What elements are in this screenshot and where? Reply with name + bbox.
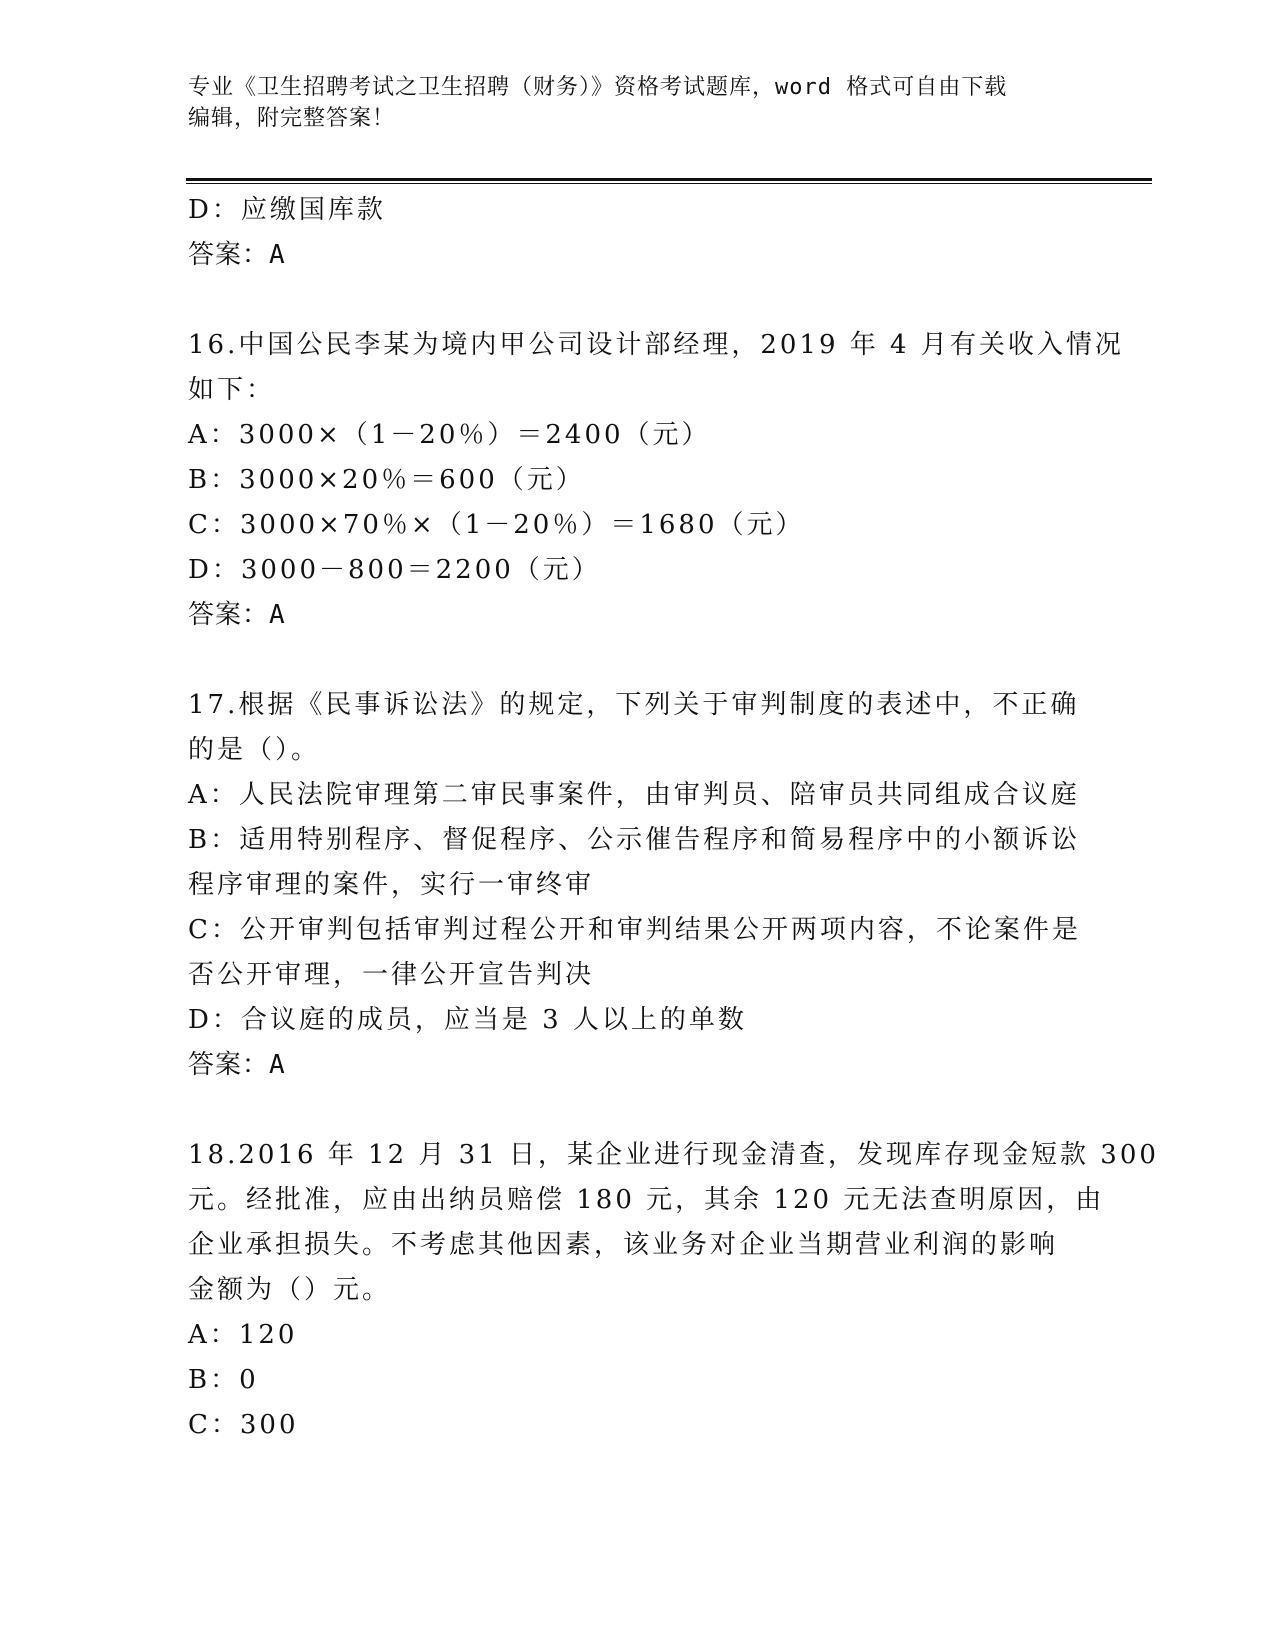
q17-option-b-line-1: B：适用特别程序、督促程序、公示催告程序和简易程序中的小额诉讼	[188, 825, 1081, 855]
question-18	[188, 1133, 1159, 1448]
q17-option-c-line-1: C：公开审判包括审判过程公开和审判结果公开两项内容，不论案件是	[188, 915, 1081, 945]
question-17	[188, 683, 1088, 1088]
question-content	[188, 188, 1159, 1448]
q18-stem-line-4: 金额为（）元。	[188, 1275, 392, 1305]
q15-answer: 答案：A	[188, 240, 286, 270]
spacer	[188, 1088, 1088, 1133]
header-line-2: 编辑，附完整答案！	[188, 106, 396, 131]
q17-stem-line-1: 17.根据《民事诉讼法》的规定，下列关于审判制度的表述中，不正确	[188, 690, 1080, 720]
q18-option-c: C：300	[188, 1410, 299, 1440]
q18-stem-line-2: 元。经批准，应由出纳员赔偿 180 元，其余 120 元无法查明原因，由	[188, 1185, 1105, 1215]
spacer	[188, 638, 1088, 683]
q17-answer: 答案：A	[188, 1050, 286, 1080]
header-divider-thick	[186, 178, 1152, 181]
q17-option-b-line-2: 程序审理的案件，实行一审终审	[188, 870, 595, 900]
q17-stem-line-2: 的是（）。	[188, 735, 321, 765]
q18-stem-line-1: 18.2016 年 12 月 31 日，某企业进行现金清查，发现库存现金短款 300	[188, 1140, 1159, 1170]
q16-stem-line-1: 16.中国公民李某为境内甲公司设计部经理，2019 年 4 月有关收入情况	[188, 330, 1124, 360]
q18-stem-line-3: 企业承担损失。不考虑其他因素，该业务对企业当期营业利润的影响	[188, 1230, 1059, 1260]
q16-answer: 答案：A	[188, 600, 286, 630]
question-15	[188, 188, 1088, 278]
q16-option-c: C：3000×70％×（1－20％）＝1680（元）	[188, 510, 805, 540]
question-16	[188, 323, 1124, 638]
header-line-1: 专业《卫生招聘考试之卫生招聘（财务）》资格考试题库，word 格式可自由下载	[188, 75, 1008, 100]
q18-option-b: B：0	[188, 1365, 259, 1395]
q16-option-a: A：3000×（1－20％）＝2400（元）	[188, 420, 711, 450]
q16-option-d: D：3000－800＝2200（元）	[188, 555, 601, 585]
header-divider-thin	[186, 183, 1152, 184]
q15-option-d: D：应缴国库款	[188, 195, 386, 225]
q17-option-d: D：合议庭的成员，应当是 3 人以上的单数	[188, 1005, 747, 1035]
q16-option-b: B：3000×20％＝600（元）	[188, 465, 585, 495]
q16-stem-line-2: 如下：	[188, 375, 276, 405]
q17-option-c-line-2: 否公开审理，一律公开宣告判决	[188, 960, 595, 990]
spacer	[188, 278, 1088, 323]
q17-option-a: A：人民法院审理第二审民事案件，由审判员、陪审员共同组成合议庭	[188, 780, 1080, 810]
q18-option-a: A：120	[188, 1320, 298, 1350]
document-header	[188, 72, 1088, 134]
